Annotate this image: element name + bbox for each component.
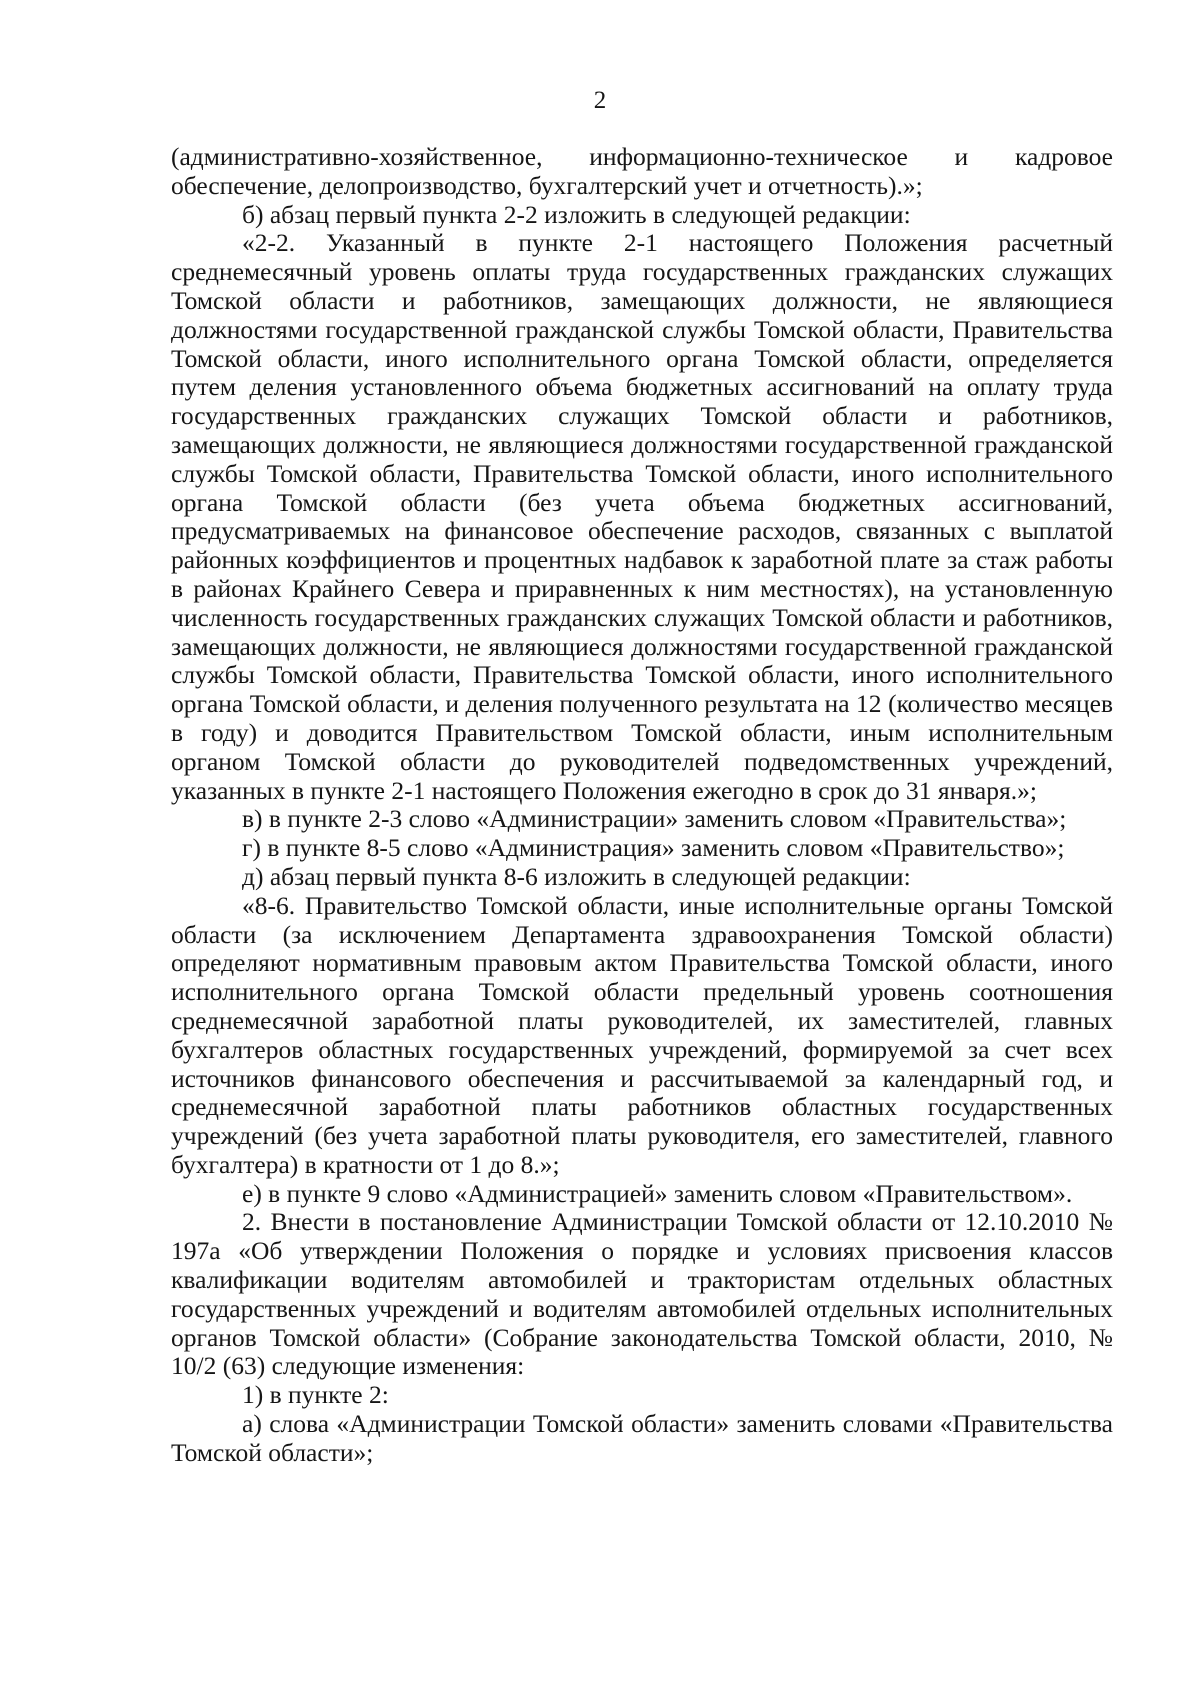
- paragraph-subitem-1: 1) в пункте 2:: [242, 1380, 389, 1410]
- paragraph-quote-8-6: «8-6. Правительство Томской области, иные исполнительные органы Томской области (за исключением Департамента здравоохранения Томской области) определяют нормативным правовым актом Правительства Томской области, иного исполнительного органа Томской области предельный уровень соотношения среднемесячной заработной платы руководителей, их заместителей, главных бухгалтеров областных государственных учреждений, формируемой за счет всех источников финансового обеспечения и рассчитываемой за календарный год, и среднемесячной заработной платы работников областных государственных учреждений (без учета заработной платы руководителя, его заместителей, главного бухгалтера) в кратности от 1 до 8.»;: [171, 890, 1113, 1179]
- paragraph-item-e: е) в пункте 9 слово «Администрацией» заменить словом «Правительством».: [242, 1178, 1073, 1208]
- page-number: 2: [593, 87, 607, 114]
- document-body: [171, 143, 1113, 1468]
- paragraph-item-b: б) абзац первый пункта 2-2 изложить в следующей редакции:: [242, 199, 911, 229]
- paragraph-item-d: д) абзац первый пункта 8-6 изложить в следующей редакции:: [242, 861, 911, 891]
- paragraph-subitem-a: а) слова «Администрации Томской области» заменить словами «Правительства Томской области»;: [171, 1409, 1113, 1467]
- paragraph-section-2: 2. Внести в постановление Администрации Томской области от 12.10.2010 № 197а «Об утверждении Положения о порядке и условиях присвоения классов квалификации водителям автомобилей и трактористам отдельных областных государственных учреждений и водителям автомобилей отдельных исполнительных органов Томской области» (Собрание законодательства Томской области, 2010, № 10/2 (63) следующие изменения:: [171, 1207, 1113, 1381]
- paragraph-continuation: (административно-хозяйственное, информационно-техническое и кадровое обеспечение, делопроизводство, бухгалтерский учет и отчетность).»;: [171, 142, 1113, 200]
- paragraph-quote-2-2: «2-2. Указанный в пункте 2-1 настоящего Положения расчетный среднемесячный уровень оплаты труда государственных гражданских служащих Томской области и работников, замещающих должности, не являющиеся должностями государственной гражданской службы Томской области, Правительства Томской области, иного исполнительного органа Томской области, определяется путем деления установленного объема бюджетных ассигнований на оплату труда государственных гражданских служащих Томской области и работников, замещающих должности, не являющиеся должностями государственной гражданской службы Томской области, Правительства Томской области, иного исполнительного органа Томской области (без учета объема бюджетных ассигнований, предусматриваемых на финансовое обеспечение расходов, связанных с выплатой районных коэффициентов и процентных надбавок к заработной плате за стаж работы в районах Крайнего Севера и приравненных к ним местностях), на установленную численность государственных гражданских служащих Томской области и работников, замещающих должности, не являющиеся должностями государственной гражданской службы Томской области, Правительства Томской области, иного исполнительного органа Томской области, и деления полученного результата на 12 (количество месяцев в году) и доводится Правительством Томской области, иным исполнительным органом Томской области до руководителей подведомственных учреждений, указанных в пункте 2-1 настоящего Положения ежегодно в срок до 31 января.»;: [171, 228, 1113, 805]
- paragraph-item-g: г) в пункте 8-5 слово «Администрация» заменить словом «Правительство»;: [242, 833, 1065, 863]
- paragraph-item-v: в) в пункте 2-3 слово «Администрации» заменить словом «Правительства»;: [242, 804, 1067, 834]
